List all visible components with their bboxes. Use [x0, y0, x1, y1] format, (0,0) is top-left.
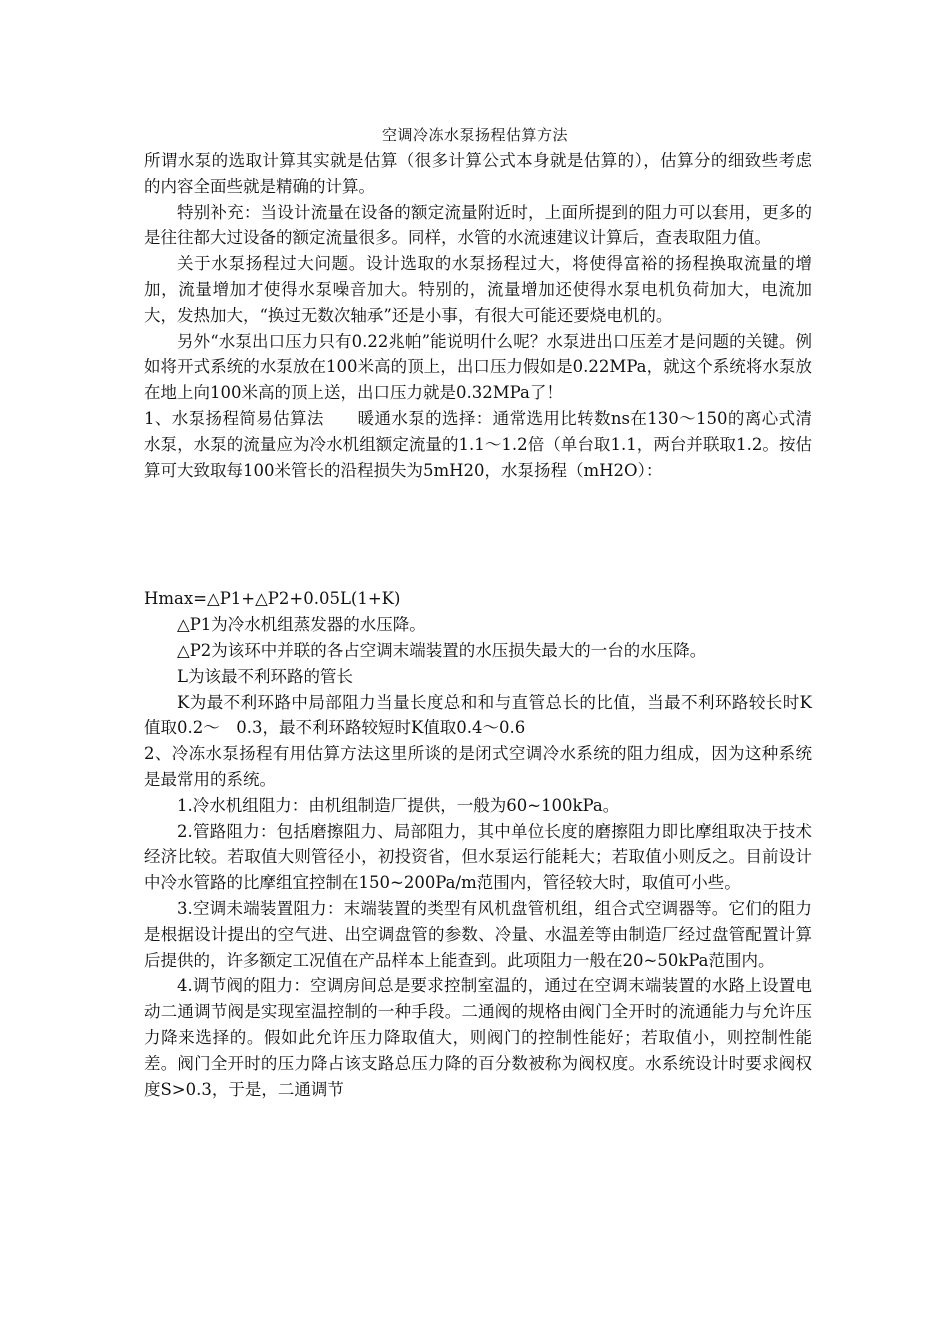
- document-title: 空调冷冻水泵扬程估算方法: [381, 126, 568, 144]
- item-terminal-resistance: 3.空调未端装置阻力：末端装置的类型有风机盘管机组，组合式空调器等。它们的阻力是根据设计提出的空气进、出空调盘管的参数、冷量、水温差等由制造厂经过盘管配置计算后提供的，许多额定工况值在产品样本上能查到。此项阻力一般在20~50kPa范围内。: [144, 898, 812, 970]
- paragraph-intro: 所谓水泵的选取计算其实就是估算（很多计算公式本身就是估算的），估算分的细致些考虑的内容全面些就是精确的计算。: [144, 151, 812, 196]
- document-body: [144, 148, 812, 1102]
- section2-heading-paragraph: 2、冷冻水泵扬程有用估算方法这里所谈的是闭式空调冷水系统的阻力组成，因为这种系统是最常用的系统。: [144, 744, 812, 789]
- paragraph-special-note: 特别补充：当设计流量在设备的额定流量附近时，上面所提到的阻力可以套用，更多的是往往都大过设备的额定流量很多。同样，水管的水流速建议计算后，查表取阻力值。: [144, 202, 812, 248]
- paragraph-outlet-pressure: 另外“水泵出口压力只有0.22兆帕”能说明什么呢？水泵进出口压差才是问题的关键。例如将开式系统的水泵放在100米高的顶上，出口压力假如是0.22MPa，就这个系统将水泵放在地上向100米高的顶上送，出口压力就是0.32MPa了！: [144, 331, 812, 403]
- item-pipe-resistance: 2.管路阻力：包括磨擦阻力、局部阻力，其中单位长度的磨擦阻力即比摩组取决于技术经济比较。若取值大则管径小，初投资省，但水泵运行能耗大；若取值小则反之。目前设计中冷水管路的比摩组宜控制在150~200Pa/m范围内，管径较大时，取值可小些。: [144, 821, 812, 893]
- item-valve-resistance: 4.调节阀的阻力：空调房间总是要求控制室温的，通过在空调末端装置的水路上设置电动二通调节阀是实现室温控制的一种手段。二通阀的规格由阀门全开时的流通能力与允许压力降来选择的。假如此允许压力降取值大，则阀门的控制性能好；若取值小，则控制性能差。阀门全开时的压力降占该支路总压力降的百分数被称为阀权度。水系统设计时要求阀权度S>0.3，于是，二通调节: [144, 976, 812, 1099]
- spacer: [144, 483, 812, 586]
- section1-heading-paragraph: 1、水泵扬程简易估算法 暖通水泵的选择：通常选用比转数ns在130～150的离心式清水泵，水泵的流量应为冷水机组额定流量的1.1～1.2倍（单台取1.1，两台并联取1.2。按估算可大致取每100米管长的沿程损失为5mH20，水泵扬程（mH2O）：: [144, 408, 812, 480]
- definition-dp1: △P1为冷水机组蒸发器的水压降。: [177, 615, 426, 635]
- item-chiller-resistance: 1.冷水机组阻力：由机组制造厂提供，一般为60~100kPa。: [177, 795, 620, 815]
- definition-k: K为最不利环路中局部阻力当量长度总和和与直管总长的比值，当最不利环路较长时K值取0.2～ 0.3，最不利环路较短时K值取0.4～0.6: [144, 692, 812, 738]
- definition-l: L为该最不利环路的管长: [177, 666, 353, 686]
- formula: Hmax=△P1+△P2+0.05L(1+K): [144, 589, 401, 609]
- definition-dp2: △P2为该环中并联的各占空调末端装置的水压损失最大的一台的水压降。: [177, 640, 707, 660]
- paragraph-head-too-large: 关于水泵扬程过大问题。设计选取的水泵扬程过大，将使得富裕的扬程换取流量的增加，流量增加才使得水泵噪音加大。特别的，流量增加还使得水泵电机负荷加大，电流加大，发热加大，“换过无数次轴承”还是小事，有很大可能还要烧电机的。: [144, 254, 812, 325]
